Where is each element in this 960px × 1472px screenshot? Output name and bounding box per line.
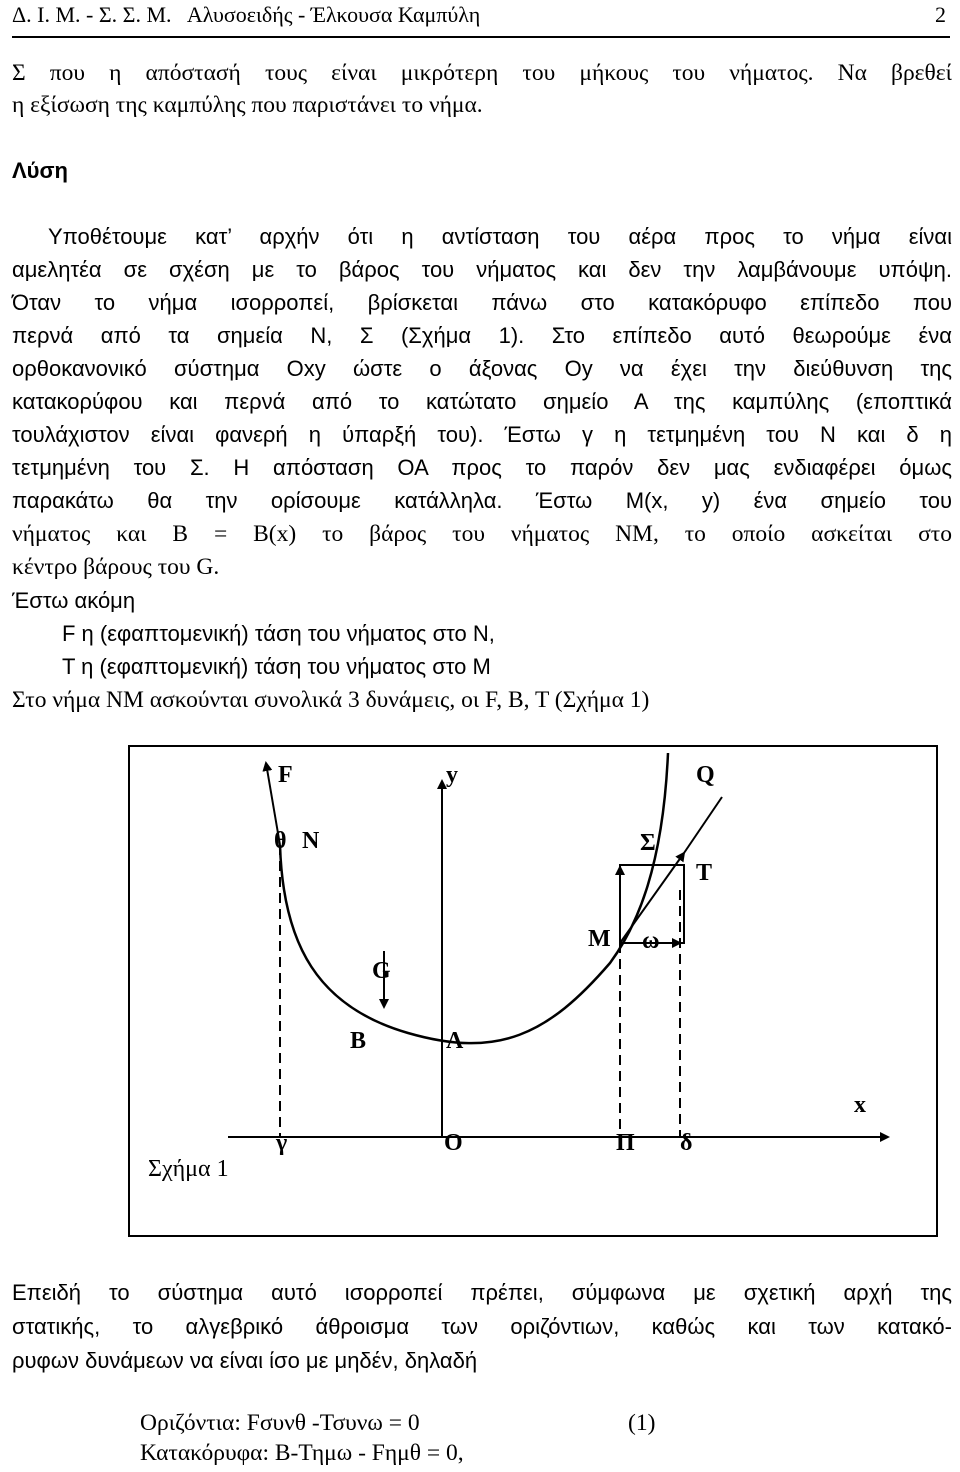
body-line-10: νήματος και Β = Β(x) το βάρος του νήματος ΝΜ, το οποίο ασκείται στο: [12, 521, 952, 547]
equation-vertical: Κατακόρυφα: Β-Τημω - Fημθ = 0,: [140, 1440, 464, 1466]
forces-summary: Στο νήμα ΝΜ ασκούνται συνολικά 3 δυνάμεις, οι F, B, T (Σχήμα 1): [12, 687, 650, 713]
header-rule: [12, 36, 950, 38]
label-T: T: [696, 860, 713, 886]
label-Pi: Π: [616, 1130, 635, 1156]
conclusion-line-2: στατικής, το αλγεβρικό άθροισμα των οριζόντιων, καθώς και των κατακό-: [12, 1314, 952, 1339]
header-title: Δ. Ι. Μ. - Σ. Σ. Μ. Αλυσοειδής - Έλκουσα Καμπύλη: [12, 2, 481, 27]
label-N: N: [302, 828, 320, 854]
body-line-3: Όταν το νήμα ισορροπεί, βρίσκεται πάνω στο κατακόρυφο επίπεδο που: [12, 290, 952, 315]
body-line-6: κατακορύφου και περνά από το κατώτατο σημείο Α της καμπύλης (εποπτικά: [12, 389, 952, 414]
intro-line-2: η εξίσωση της καμπύλης που παριστάνει το νήμα.: [12, 92, 483, 118]
page-number: 2: [935, 2, 946, 27]
figure-caption: Σχήμα 1: [148, 1156, 229, 1182]
label-M: M: [588, 926, 611, 952]
label-gamma: γ: [276, 1130, 288, 1156]
label-F: F: [278, 762, 293, 788]
force-F-line: F η (εφαπτομενική) τάση του νήματος στο Ν,: [62, 621, 495, 646]
label-omega: ω: [642, 928, 660, 954]
label-delta: δ: [680, 1130, 693, 1156]
body-line-5: ορθοκανονικό σύστημα Οxy ώστε ο άξονας Οy να έχει την διεύθυνση της: [12, 356, 952, 381]
body-line-8: τετμημένη του Σ. Η απόσταση ΟΑ προς το παρόν δεν μας ενδιαφέρει όμως: [12, 455, 952, 480]
let-also: Έστω ακόμη: [12, 588, 136, 613]
figure-1: [128, 745, 938, 1237]
body-line-9: παρακάτω θα την ορίσουμε κατάλληλα. Έστω Μ(x, y) ένα σημείο του: [12, 488, 952, 513]
body-line-1: Υποθέτουμε κατ’ αρχήν ότι η αντίσταση του αέρα προς το νήμα είναι: [48, 224, 952, 249]
label-y: y: [446, 762, 458, 788]
solution-heading: Λύση: [12, 158, 68, 183]
equation-horizontal: Οριζόντια: Fσυνθ -Τσυνω = 0: [140, 1410, 420, 1436]
equation-horizontal-number: (1): [628, 1410, 656, 1436]
page-header: [12, 2, 950, 36]
label-A: A: [446, 1028, 464, 1054]
body-line-2: αμελητέα σε σχέση με το βάρος του νήματος και δεν την λαμβάνουμε υπόψη.: [12, 257, 952, 282]
label-G: G: [372, 958, 391, 984]
label-theta: θ: [274, 828, 287, 854]
body-line-11: κέντρο βάρους του G.: [12, 554, 220, 580]
figure-frame: [129, 746, 937, 1236]
label-x: x: [854, 1092, 866, 1118]
figure-diagram: [128, 745, 938, 1237]
label-Q: Q: [696, 762, 715, 788]
body-line-7: τουλάχιστον είναι φανερή η ύπαρξή του). Έστω γ η τετμημένη του Ν και δ η: [12, 422, 952, 447]
intro-line-1: Σ που η απόστασή τους είναι μικρότερη του μήκους του νήματος. Να βρεθεί: [12, 60, 952, 86]
conclusion-line-3: ρυφων δυνάμεων να είναι ίσο με μηδέν, δηλαδή: [12, 1348, 478, 1373]
body-line-4: περνά από τα σημεία Ν, Σ (Σχήμα 1). Στο επίπεδο αυτό θεωρούμε ένα: [12, 323, 952, 348]
conclusion-line-1: Επειδή το σύστημα αυτό ισορροπεί πρέπει, σύμφωνα με σχετική αρχή της: [12, 1280, 952, 1305]
label-Sigma: Σ: [640, 830, 656, 856]
force-T-line: Τ η (εφαπτομενική) τάση του νήματος στο Μ: [62, 654, 491, 679]
label-O: O: [444, 1130, 463, 1156]
catenary-curve: [280, 753, 668, 1043]
label-B: B: [350, 1028, 367, 1054]
tangent-to-Q: [684, 797, 722, 853]
